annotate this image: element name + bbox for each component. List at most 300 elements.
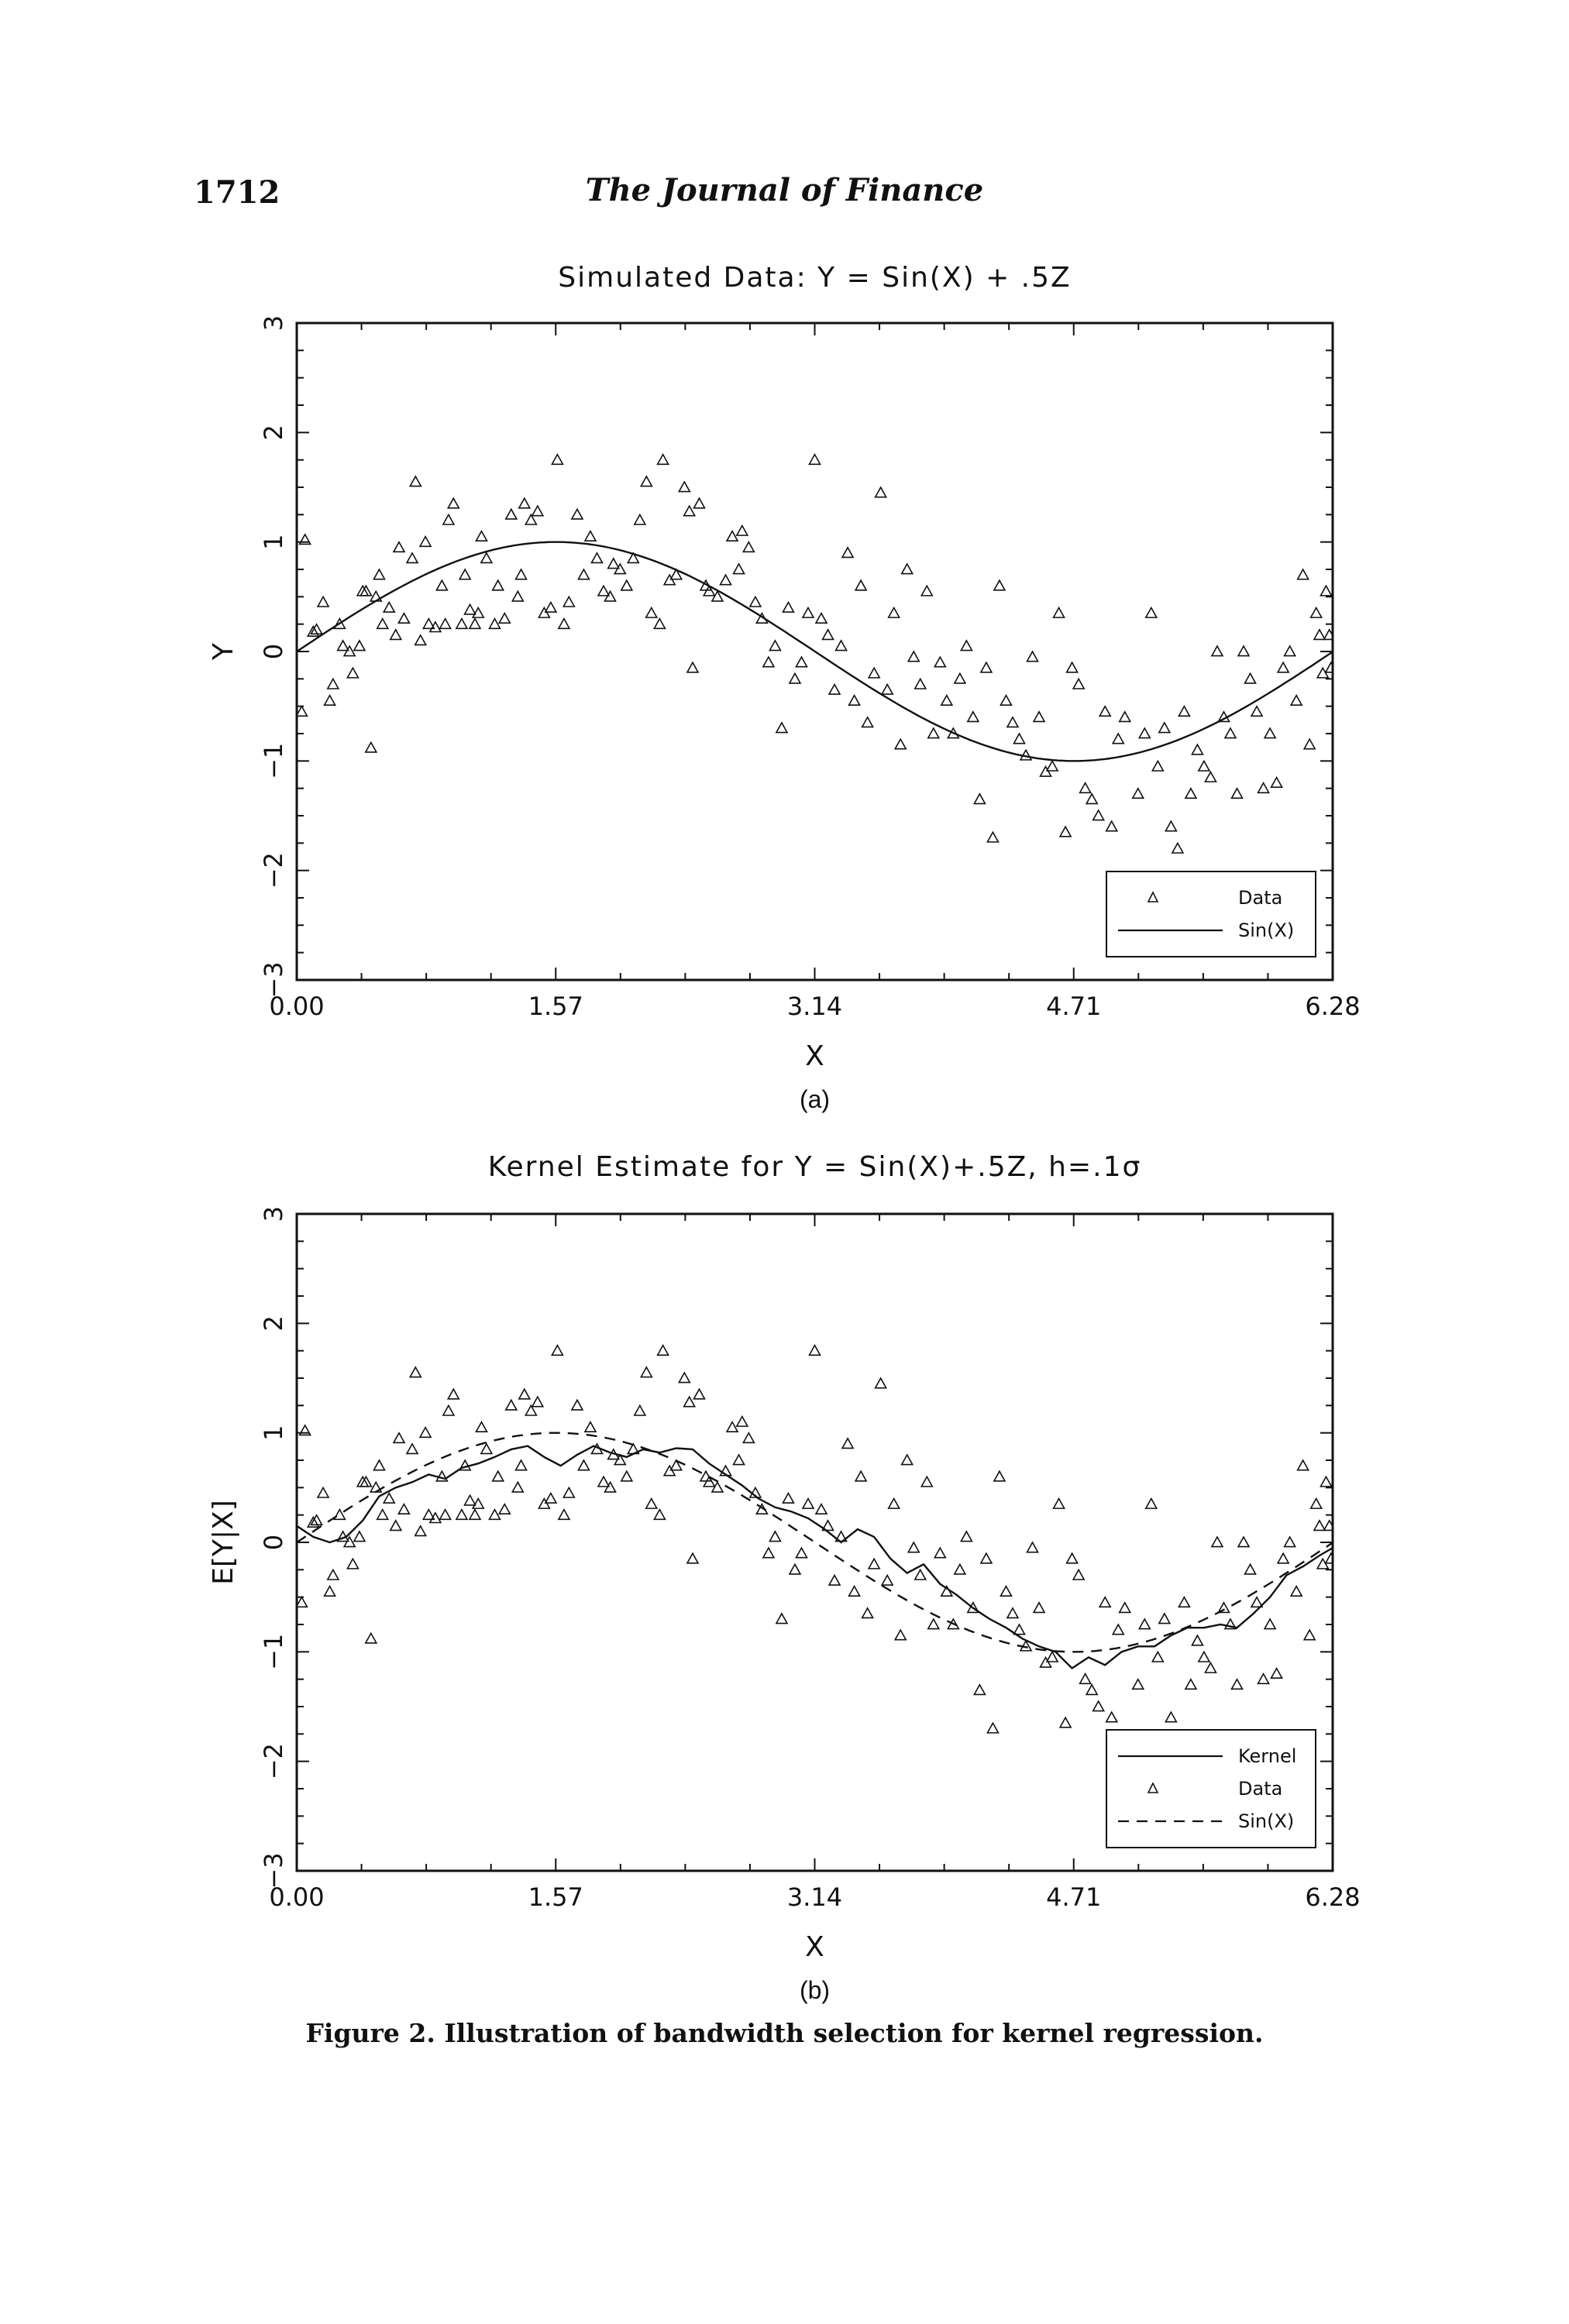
data-point	[803, 1499, 814, 1509]
data-point	[1278, 1553, 1289, 1563]
data-point	[1054, 1499, 1065, 1509]
data-point	[658, 1346, 669, 1356]
data-point	[1314, 1521, 1325, 1531]
data-point	[354, 1532, 365, 1542]
data-point	[1000, 1587, 1011, 1597]
data-point	[1285, 1537, 1295, 1547]
data-point	[882, 1575, 893, 1585]
data-point	[1271, 778, 1282, 788]
chart-title: Kernel Estimate for Y = Sin(X)+.5Z, h=.1σ	[487, 1151, 1142, 1183]
data-point	[869, 668, 879, 678]
data-point	[816, 614, 827, 624]
data-point	[783, 602, 793, 612]
data-point	[436, 580, 447, 590]
data-point	[448, 498, 459, 508]
data-point	[440, 619, 451, 629]
data-point	[1205, 772, 1216, 782]
data-point	[869, 1559, 879, 1569]
data-point	[1298, 569, 1309, 579]
data-point	[1238, 1537, 1249, 1547]
data-point	[373, 1460, 384, 1470]
data-point	[823, 630, 834, 640]
data-point	[641, 1367, 652, 1377]
data-point	[743, 1433, 754, 1443]
data-point	[552, 455, 563, 465]
data-point	[1199, 761, 1209, 771]
data-point	[981, 1553, 992, 1563]
data-point	[1007, 717, 1018, 727]
data-point	[842, 1439, 853, 1449]
legend-label: Data	[1238, 887, 1283, 909]
data-point	[420, 1428, 431, 1438]
data-point	[516, 1460, 527, 1470]
data-point	[1080, 1674, 1091, 1684]
data-point	[776, 723, 787, 733]
data-point	[1271, 1669, 1282, 1679]
data-point	[1146, 608, 1157, 618]
data-point	[1099, 706, 1110, 717]
data-point	[862, 717, 873, 727]
data-point	[493, 1471, 504, 1481]
data-point	[934, 1548, 945, 1558]
data-point	[889, 1499, 900, 1509]
data-point	[410, 476, 421, 486]
data-point	[862, 1608, 873, 1618]
data-point	[415, 635, 426, 645]
data-point	[1060, 1717, 1071, 1728]
data-point	[398, 1504, 409, 1514]
data-point	[410, 1367, 421, 1377]
data-point	[994, 1471, 1005, 1481]
page-number: 1712	[194, 174, 280, 211]
data-point	[512, 1482, 523, 1492]
data-point	[325, 1587, 335, 1597]
data-point	[842, 548, 853, 558]
data-point	[1047, 761, 1058, 771]
y-tick-label: 3	[259, 315, 288, 332]
data-point	[506, 1400, 517, 1410]
y-tick-label: 3	[259, 1205, 288, 1222]
data-point	[882, 684, 893, 694]
data-point	[456, 1510, 467, 1520]
data-point	[1185, 1679, 1196, 1690]
data-point	[769, 1532, 780, 1542]
data-point	[1007, 1608, 1018, 1618]
data-point	[849, 1587, 860, 1597]
data-point	[836, 641, 847, 651]
data-point	[941, 696, 952, 706]
data-point	[734, 1455, 745, 1465]
data-point	[1258, 1674, 1269, 1684]
data-point	[684, 1397, 695, 1407]
data-point	[1278, 662, 1289, 672]
data-point	[1106, 1712, 1117, 1722]
data-point	[635, 514, 645, 524]
data-point	[415, 1526, 426, 1536]
y-tick-label: 1	[259, 1425, 288, 1441]
y-tick-label: 2	[259, 1315, 288, 1332]
x-tick-label: 0.00	[269, 1882, 325, 1912]
series-sinx-line	[297, 542, 1333, 761]
data-point	[519, 1389, 530, 1399]
data-point	[810, 455, 821, 465]
data-point	[420, 537, 431, 547]
data-point	[1192, 1635, 1203, 1645]
legend	[1106, 1730, 1316, 1848]
data-point	[1264, 728, 1275, 738]
data-point	[391, 630, 401, 640]
data-point	[545, 1493, 556, 1503]
x-axis-label: X	[805, 1931, 824, 1963]
data-point	[1165, 1712, 1176, 1722]
series-kernel-line	[297, 1446, 1333, 1669]
data-point	[974, 794, 985, 804]
data-point	[1251, 706, 1262, 717]
data-point	[572, 1400, 583, 1410]
data-point	[572, 509, 583, 519]
data-point	[1093, 810, 1104, 820]
data-point	[763, 657, 774, 667]
data-point	[1232, 789, 1243, 799]
data-point	[394, 542, 404, 552]
y-tick-label: 0	[259, 1534, 288, 1551]
y-tick-label: −2	[259, 1743, 288, 1780]
data-point	[563, 596, 574, 607]
data-point	[790, 1564, 800, 1574]
data-point	[1291, 696, 1302, 706]
data-point	[448, 1389, 459, 1399]
x-tick-label: 1.57	[528, 1882, 583, 1912]
chart-title: Simulated Data: Y = Sin(X) + .5Z	[558, 262, 1072, 294]
data-point	[1291, 1587, 1302, 1597]
data-point	[377, 1510, 388, 1520]
data-point	[994, 580, 1005, 590]
data-point	[1067, 662, 1078, 672]
data-point	[443, 514, 454, 524]
data-point	[1152, 761, 1163, 771]
data-point	[855, 1471, 866, 1481]
data-point	[1000, 696, 1011, 706]
data-point	[889, 608, 900, 618]
data-point	[1120, 1603, 1130, 1613]
data-point	[1034, 712, 1044, 722]
data-point	[440, 1510, 451, 1520]
data-point	[968, 712, 979, 722]
data-point	[1185, 789, 1196, 799]
data-point	[459, 569, 470, 579]
data-point	[1113, 1624, 1123, 1635]
data-point	[1027, 651, 1038, 662]
data-point	[987, 1723, 998, 1733]
data-point	[1133, 789, 1144, 799]
data-point	[559, 1510, 569, 1520]
data-point	[955, 1564, 965, 1574]
data-point	[1311, 608, 1322, 618]
data-point	[679, 1373, 690, 1383]
data-point	[1258, 783, 1269, 793]
x-tick-label: 6.28	[1305, 1882, 1361, 1912]
data-point	[1093, 1701, 1104, 1711]
data-point	[1212, 1537, 1223, 1547]
data-point	[1232, 1679, 1243, 1690]
data-point	[654, 1510, 665, 1520]
data-point	[585, 531, 596, 541]
data-point	[465, 1495, 476, 1505]
data-point	[641, 476, 652, 486]
data-point	[325, 696, 335, 706]
data-point	[915, 1569, 926, 1580]
data-point	[829, 1575, 840, 1585]
data-point	[443, 1405, 454, 1415]
y-tick-label: −1	[259, 1633, 288, 1670]
data-point	[338, 641, 349, 651]
data-point	[1285, 646, 1295, 656]
data-point	[743, 542, 754, 552]
data-point	[407, 553, 418, 563]
data-point	[679, 482, 690, 492]
data-point	[456, 619, 467, 629]
data-point	[934, 657, 945, 667]
data-point	[1225, 728, 1236, 738]
data-point	[512, 591, 523, 601]
data-point	[693, 498, 704, 508]
legend-label: Kernel	[1238, 1745, 1297, 1767]
data-point	[687, 1553, 698, 1563]
y-tick-label: −3	[259, 961, 288, 999]
data-point	[1120, 712, 1130, 722]
data-point	[1027, 1542, 1038, 1552]
data-point	[769, 641, 780, 651]
y-tick-label: 1	[259, 534, 288, 550]
series-data	[296, 455, 1336, 919]
data-point	[737, 1417, 748, 1427]
plot-area	[296, 455, 1336, 919]
running-head: The Journal of Finance	[585, 172, 984, 208]
data-point	[1146, 1499, 1157, 1509]
data-point	[921, 586, 932, 596]
figure-caption: Figure 2. Illustration of bandwidth selection for kernel regression.	[305, 2018, 1264, 2048]
y-axis-label: Y	[208, 643, 239, 660]
data-point	[1326, 1553, 1337, 1563]
data-point	[1113, 734, 1123, 744]
y-tick-label: −2	[259, 852, 288, 889]
data-point	[654, 619, 665, 629]
legend-label: Data	[1238, 1778, 1283, 1800]
data-point	[895, 739, 906, 749]
data-point	[499, 1504, 510, 1514]
data-point	[961, 641, 972, 651]
x-tick-label: 1.57	[528, 992, 583, 1021]
data-point	[1298, 1460, 1309, 1470]
data-point	[1159, 723, 1170, 733]
data-point	[928, 728, 939, 738]
data-point	[1314, 630, 1325, 640]
data-point	[621, 580, 632, 590]
series-sinx-line	[297, 1433, 1333, 1652]
data-point	[1073, 679, 1084, 689]
data-point	[532, 506, 543, 516]
data-point	[790, 673, 800, 683]
data-point	[481, 553, 492, 563]
data-point	[545, 602, 556, 612]
data-point	[398, 614, 409, 624]
data-point	[519, 498, 530, 508]
data-point	[598, 1477, 609, 1487]
data-point	[829, 684, 840, 694]
data-point	[366, 742, 377, 752]
data-point	[687, 662, 698, 672]
data-point	[481, 1444, 492, 1454]
data-point	[328, 1569, 339, 1580]
data-point	[1320, 1477, 1331, 1487]
data-point	[476, 531, 487, 541]
data-point	[465, 604, 476, 614]
data-point	[391, 1521, 401, 1531]
data-point	[499, 614, 510, 624]
data-point	[974, 1685, 985, 1695]
data-point	[347, 668, 358, 678]
data-point	[1067, 1553, 1078, 1563]
data-point	[366, 1633, 377, 1643]
data-point	[1304, 739, 1315, 749]
data-point	[1080, 783, 1091, 793]
data-point	[516, 569, 527, 579]
x-axis-label: X	[805, 1040, 824, 1072]
data-point	[608, 559, 619, 569]
y-axis-label: E[Y|X]	[208, 1500, 239, 1585]
data-point	[902, 1455, 913, 1465]
data-point	[377, 619, 388, 629]
x-tick-label: 3.14	[786, 992, 843, 1021]
data-point	[810, 1346, 821, 1356]
data-point	[1311, 1499, 1322, 1509]
data-point	[1172, 843, 1183, 853]
data-point	[915, 679, 926, 689]
data-point	[585, 1422, 596, 1432]
data-point	[1054, 608, 1065, 618]
data-point	[1099, 1597, 1110, 1607]
data-point	[506, 509, 517, 519]
data-point	[1320, 586, 1331, 596]
data-point	[1304, 1630, 1315, 1640]
data-point	[1199, 1652, 1209, 1662]
data-point	[1238, 646, 1249, 656]
panel-label: (a)	[799, 1085, 831, 1113]
data-point	[908, 651, 919, 662]
x-tick-label: 4.71	[1046, 1882, 1102, 1912]
data-point	[1152, 1652, 1163, 1662]
data-point	[981, 662, 992, 672]
data-point	[328, 679, 339, 689]
data-point	[384, 1493, 394, 1503]
data-point	[1212, 646, 1223, 656]
data-point	[1139, 1619, 1150, 1629]
data-point	[470, 619, 480, 629]
data-point	[563, 1487, 574, 1497]
data-point	[347, 1559, 358, 1569]
panel-label: (b)	[799, 1976, 831, 2004]
data-point	[796, 657, 807, 667]
data-point	[552, 1346, 563, 1356]
data-point	[591, 553, 602, 563]
data-point	[693, 1389, 704, 1399]
data-point	[470, 1510, 480, 1520]
data-point	[1013, 734, 1024, 744]
data-point	[1159, 1614, 1170, 1624]
data-point	[855, 580, 866, 590]
data-point	[635, 1405, 645, 1415]
data-point	[1192, 744, 1203, 755]
data-point	[750, 596, 761, 607]
data-point	[895, 1630, 906, 1640]
data-point	[318, 1487, 329, 1497]
data-point	[803, 608, 814, 618]
data-point	[684, 506, 695, 516]
y-tick-label: −3	[259, 1852, 288, 1889]
x-tick-label: 3.14	[786, 1882, 843, 1912]
data-point	[318, 596, 329, 607]
data-point	[961, 1532, 972, 1542]
data-point	[493, 580, 504, 590]
data-point	[1165, 821, 1176, 831]
data-point	[721, 575, 731, 585]
data-point	[737, 526, 748, 536]
x-tick-label: 6.28	[1305, 992, 1361, 1021]
data-point	[621, 1471, 632, 1481]
data-point	[1139, 728, 1150, 738]
data-point	[394, 1433, 404, 1443]
data-point	[1086, 1685, 1097, 1695]
data-point	[646, 1499, 657, 1509]
data-point	[1034, 1603, 1044, 1613]
data-point	[373, 569, 384, 579]
data-point	[1245, 1564, 1256, 1574]
x-tick-label: 4.71	[1046, 992, 1102, 1021]
data-point	[384, 602, 394, 612]
data-point	[646, 608, 657, 618]
data-point	[849, 696, 860, 706]
data-point	[407, 1444, 418, 1454]
data-point	[876, 1378, 886, 1388]
data-point	[476, 1422, 487, 1432]
data-point	[902, 564, 913, 574]
legend	[1106, 871, 1316, 957]
data-point	[1073, 1569, 1084, 1580]
data-point	[1060, 827, 1071, 837]
data-point	[928, 1619, 939, 1629]
data-point	[921, 1477, 932, 1487]
data-point	[763, 1548, 774, 1558]
data-point	[1326, 662, 1337, 672]
data-point	[1133, 1679, 1144, 1690]
data-point	[578, 1460, 589, 1470]
data-point	[1086, 794, 1097, 804]
data-point	[734, 564, 745, 574]
data-point	[1106, 821, 1117, 831]
data-point	[1264, 1619, 1275, 1629]
x-tick-label: 0.00	[269, 992, 325, 1021]
data-point	[908, 1542, 919, 1552]
y-tick-label: 2	[259, 425, 288, 441]
data-point	[816, 1504, 827, 1514]
panel-a	[208, 262, 1361, 1113]
data-point	[955, 673, 965, 683]
y-tick-label: 0	[259, 643, 288, 660]
data-point	[598, 586, 609, 596]
data-point	[532, 1397, 543, 1407]
panel-b	[208, 1151, 1361, 2004]
legend-label: Sin(X)	[1238, 920, 1295, 941]
